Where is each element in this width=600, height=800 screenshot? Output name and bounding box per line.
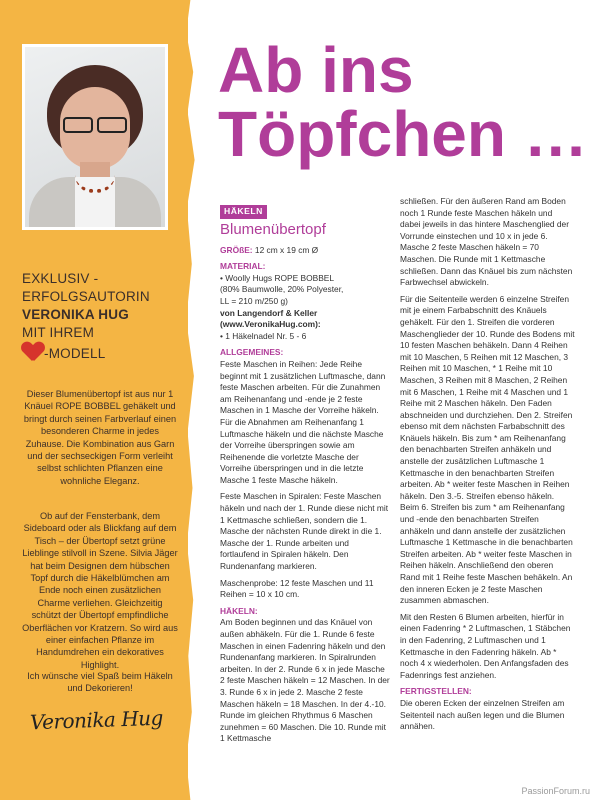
watermark: PassionForum.ru [521, 786, 590, 796]
material-line: • 1 Häkelnadel Nr. 5 - 6 [220, 330, 307, 341]
author-credit [22, 270, 182, 363]
size-value: 12 cm x 19 cm Ø [254, 244, 319, 255]
intro-paragraph-1: Dieser Blumenübertopf ist aus nur 1 Knäuel ROPE BOBBEL gehäkelt und bringt durch seinen Farbverlauf einen besonderen Charme in jedes Zuhause. Die Kombination aus Garn und der sechseckigen Form verleiht selbst schlichten Pflanzen eine wohnliche Eleganz. [23, 389, 177, 486]
size-label: GRÖßE: [220, 244, 253, 255]
heart-icon [22, 342, 44, 362]
finishing-text: Die oberen Ecken der einzelnen Streifen am Seitenteil nach außen legen und die Blumen annähen. [400, 697, 565, 732]
material-heading: MATERIAL: [220, 261, 266, 272]
title-line-1: Ab ins [218, 34, 414, 106]
intro-paragraph-3: Ich wünsche viel Spaß beim Häkeln und Dekorieren! [27, 671, 173, 694]
author-photo [22, 44, 168, 230]
credit-line-2: ERFOLGSAUTORIN [22, 289, 150, 304]
article-subtitle: Blumenübertopf [220, 220, 326, 238]
credit-line-1: EXKLUSIV - [22, 271, 99, 286]
material-line: (80% Baumwolle, 20% Polyester, [220, 284, 344, 295]
category-tag: HÄKELN [220, 205, 267, 219]
torn-edge [182, 0, 196, 800]
spiral-text: Feste Maschen in Spiralen: Feste Maschen häkeln und nach der 1. Runde diese nicht mit 1 Kettmasche schließen, sondern die 1. Masche der nächsten Runde direkt in die 1. Masche der 1. Runde arbeiten und fortlaufend in Spiralen häkeln. Den Rundenanfang markieren. [220, 491, 389, 572]
credit-line-5: -MODELL [44, 346, 106, 361]
author-name: VERONIKA HUG [22, 307, 129, 322]
material-line: (www.VeronikaHug.com): [220, 319, 321, 330]
intro-paragraph-2: Ob auf der Fensterbank, dem Sideboard oder als Blickfang auf dem Tisch – der Übertopf setzt grüne Lieblinge stilvoll in Szene. Silvia Jäger hat beim Designen dem hübschen Topf durch die Häkelblümchen am Ende noch einen zusätzlichen Charme verliehen. Gleichzeitig schützt der Übertopf empfindliche Oberflächen vor Kratzern. So wird aus einer einfachen Pflanze im Handumdrehen ein dekoratives Highlight. [22, 511, 178, 670]
material-line: von Langendorf & Keller [220, 307, 318, 318]
side-panels-text: Für die Seitenteile werden 6 einzelne Streifen mit je einem Farbabschnitt des Knäuels gehäkelt. Für den 1. Streifen die vorderen Maschenglieder der 10. Runde des Bodens mit 10 festen Maschen behäkeln. Dann 4 Reihen mit 10 Maschen, 5 Reihen mit 12 Maschen, 3 Reihen mit 10 Maschen, * 1 Reihe mit 10 Maschen, 3 Reihen mit 8 Maschen, 2 Reihen mit 6 Maschen, 1 Reihe mit 4 Maschen und 1 Reihe mit 2 Maschen häkeln. Den Faden abschneiden und durchziehen. Den 2. Streifen ebenso mit dem nächsten Farbabschnitt des Knäuels häkeln. Bis zum * am Reihenanfang den benachbarten Streifen anhäkeln und anstelle der zusätzlichen Luftmasche 1 Kettmasche in den benachbarten Streifen arbeiten. Ab * weiter feste Maschen in Reihen häkeln. Den 3.-5. Streifen ebenso häkeln. Beim 6. Streifen bis zum * am Reihenanfang und -ende den benachbarten Streifen anhäkeln und dann anstelle der zusätzlichen Luftmasche 1 Kettmasche in die benachbarten Streifen arbeiten. Ab * weiter feste Maschen in Reihen häkeln. Anschließend den oberen Rand mit 1 Reihe feste Maschen behäkeln. An den inneren Ecken je 2 feste Maschen zusammen abmaschen. [400, 293, 575, 606]
crochet-heading: HÄKELN: [220, 605, 258, 616]
material-line: LL = 210 m/250 g) [220, 295, 288, 306]
general-text: Feste Maschen in Reihen: Jede Reihe beginnt mit 1 zusätzlichen Luftmasche, dann feste Maschen arbeiten. Für die Zunahmen am Reihenanfang und -ende je 2 feste Maschen in 1 Masche der Vorreihe häkeln. Für die Abnahmen am Reihenanfang 1 Luftmasche häkeln und die nächste Masche der Vorreihe überspringen sowie am Reihenende die vorletzte Masche der Vorreihe überspringen und in die letzte Masche 1 feste Masche häkeln. [220, 358, 386, 485]
general-heading: ALLGEMEINES: [220, 347, 284, 358]
finishing-heading: FERTIGSTELLEN: [400, 686, 472, 697]
article-column-1 [220, 205, 390, 750]
credit-line-4: MIT IHREM [22, 325, 95, 340]
author-signature: Veronika Hug [29, 705, 164, 735]
crochet-text: Am Boden beginnen und das Knäuel von außen abhäkeln. Für die 1. Runde 6 feste Maschen in einen Fadenring häkeln und den Rundenanfang markieren. In Spiralrunden arbeiten. In der 2. Runde 6 x in jede Masche 2 feste Maschen häkeln = 12 Maschen. In der 3. Runde 6 x in jede 2. Masche 2 feste Maschen häkeln = 18 Maschen. In der 4.-10. Runde im gleichen Rhythmus 6 Maschen zunehmen = 60 Maschen. Die 10. Runde mit 1 Kettmasche [220, 617, 390, 744]
gauge-text: Maschenprobe: 12 feste Maschen und 11 Reihen = 10 x 10 cm. [220, 577, 374, 600]
article-column-2 [400, 196, 575, 738]
material-line: • Woolly Hugs ROPE BOBBEL [220, 272, 335, 283]
page-title [218, 34, 588, 170]
title-line-2: Töpfchen … [218, 98, 588, 170]
flowers-text: Mit den Resten 6 Blumen arbeiten, hierfür in einen Fadenring * 2 Luftmaschen, 1 Stäbchen in den Fadenring, 2 Luftmaschen und 1 Kettmasche in den Fadenring häkeln. Ab * noch 4 x wiederholen. Den Anfangsfaden des Fadenrings fest anziehen. [400, 611, 571, 680]
crochet-text-cont: schließen. Für den äußeren Rand am Boden noch 1 Runde feste Maschen häkeln und dabei jeweils in das hintere Maschenglied der Vorrunde einstechen und 10 x in jede 6. Masche 2 feste Maschen häkeln = 70 Maschen. Die Runde mit 1 Kettmasche schließen. Dann das Knäuel bis zum nächsten Farbwechsel abwickeln. [400, 196, 573, 288]
